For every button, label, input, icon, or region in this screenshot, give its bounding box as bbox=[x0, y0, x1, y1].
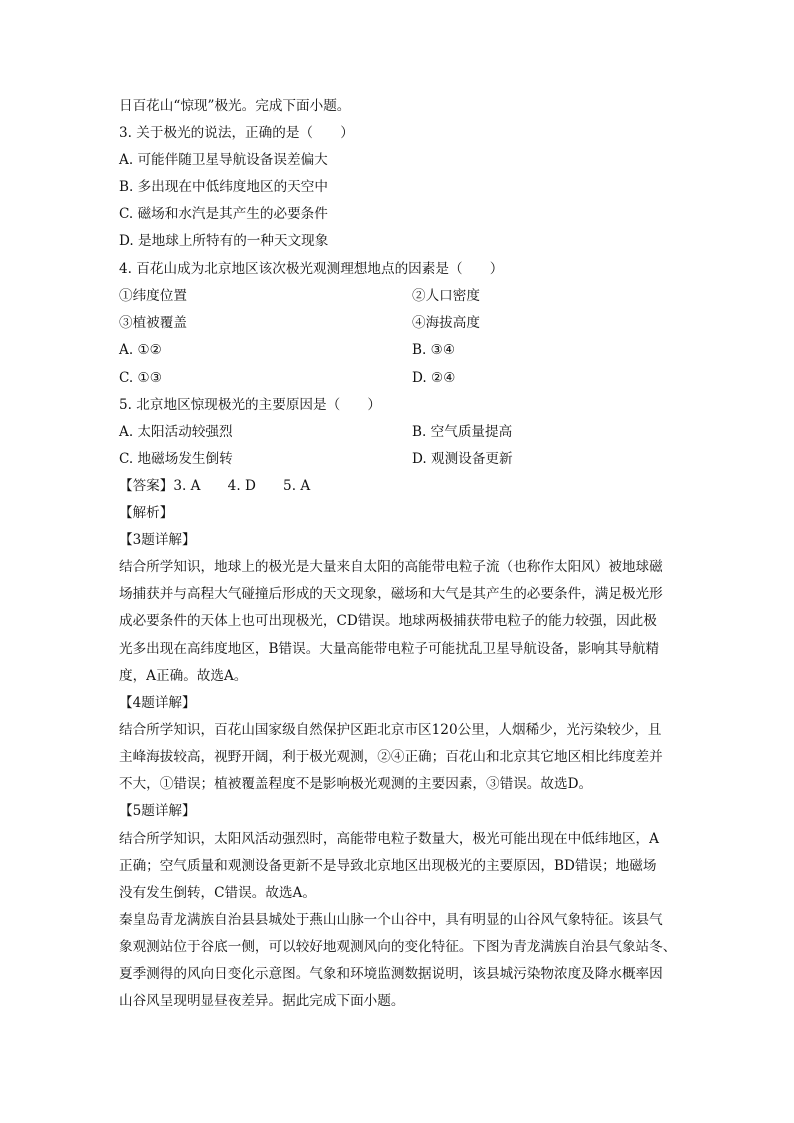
q4-stem: 4. 百花山成为北京地区该次极光观测理想地点的因素是（ ） bbox=[119, 261, 504, 277]
q4-option-d: D. ②④ bbox=[412, 370, 456, 386]
detail3-line-5: 度，A正确。故选A。 bbox=[119, 668, 248, 684]
q4-option-a: A. ①② bbox=[119, 342, 162, 358]
q5-stem: 5. 北京地区惊现极光的主要原因是（ ） bbox=[119, 397, 381, 413]
detail3-line-2: 场捕获并与高程大气碰撞后形成的天文现象，磁场和大气是其产生的必要条件，满足极光形 bbox=[119, 586, 663, 602]
detail4-line-3: 不大，①错误；植被覆盖程度不是影响极光观测的主要因素，③错误。故选D。 bbox=[119, 776, 593, 792]
answer-line: 【答案】3. A 4. D 5. A bbox=[119, 478, 311, 494]
q3-option-a: A. 可能伴随卫星导航设备误差偏大 bbox=[119, 152, 328, 168]
detail3-line-4: 光多出现在高纬度地区，B错误。大量高能带电粒子可能扰乱卫星导航设备，影响其导航精 bbox=[119, 641, 660, 657]
detail4-label: 【4题详解】 bbox=[119, 695, 196, 711]
q4-factor-4: ④海拔高度 bbox=[412, 315, 480, 331]
material-line-1: 秦皇岛青龙满族自治县县城处于燕山山脉一个山谷中，具有明显的山谷风气象特征。该县气 bbox=[119, 912, 663, 928]
detail4-line-1: 结合所学知识，百花山国家级自然保护区距北京市区120公里，人烟稀少，光污染较少，且 bbox=[119, 722, 662, 738]
material-line-2: 象观测站位于谷底一侧，可以较好地观测风向的变化特征。下图为青龙满族自治县气象站冬、 bbox=[119, 939, 677, 955]
q4-factor-1: ①纬度位置 bbox=[119, 288, 187, 304]
q3-stem: 3. 关于极光的说法，正确的是（ ） bbox=[119, 125, 354, 141]
detail5-line-3: 没有发生倒转，C错误。故选A。 bbox=[119, 885, 316, 901]
q4-option-c: C. ①③ bbox=[119, 370, 162, 386]
detail5-label: 【5题详解】 bbox=[119, 803, 196, 819]
detail4-line-2: 主峰海拔较高，视野开阔，利于极光观测，②④正确；百花山和北京其它地区相比纬度差并 bbox=[119, 749, 663, 765]
q5-option-a: A. 太阳活动较强烈 bbox=[119, 424, 233, 440]
q5-option-b: B. 空气质量提高 bbox=[412, 424, 513, 440]
q5-option-d: D. 观测设备更新 bbox=[412, 451, 513, 467]
q3-option-b: B. 多出现在中低纬度地区的天空中 bbox=[119, 179, 328, 195]
detail3-line-3: 成必要条件的天体上也可出现极光，CD错误。地球两极捕获带电粒子的能力较强，因此极 bbox=[119, 613, 657, 629]
material-line-3: 夏季测得的风向日变化示意图。气象和环境监测数据说明，该县城污染物浓度及降水概率因 bbox=[119, 966, 663, 982]
detail3-line-1: 结合所学知识，地球上的极光是大量来自太阳的高能带电粒子流（也称作太阳风）被地球磁 bbox=[119, 559, 663, 575]
detail5-line-2: 正确；空气质量和观测设备更新不是导致北京地区出现极光的主要原因，BD错误；地磁场 bbox=[119, 858, 657, 874]
q3-option-d: D. 是地球上所特有的一种天文现象 bbox=[119, 233, 329, 249]
intro-tail: 日百花山“惊现”极光。完成下面小题。 bbox=[119, 98, 351, 114]
q5-option-c: C. 地磁场发生倒转 bbox=[119, 451, 233, 467]
q4-option-b: B. ③④ bbox=[412, 342, 456, 358]
detail3-label: 【3题详解】 bbox=[119, 532, 196, 548]
q4-factor-3: ③植被覆盖 bbox=[119, 315, 187, 331]
analysis-label: 【解析】 bbox=[119, 505, 174, 521]
material-line-4: 山谷风呈现明显昼夜差异。据此完成下面小题。 bbox=[119, 993, 405, 1009]
detail5-line-1: 结合所学知识，太阳风活动强烈时，高能带电粒子数量大，极光可能出现在中低纬地区，A bbox=[119, 831, 659, 847]
q3-option-c: C. 磁场和水汽是其产生的必要条件 bbox=[119, 206, 328, 222]
q4-factor-2: ②人口密度 bbox=[412, 288, 480, 304]
